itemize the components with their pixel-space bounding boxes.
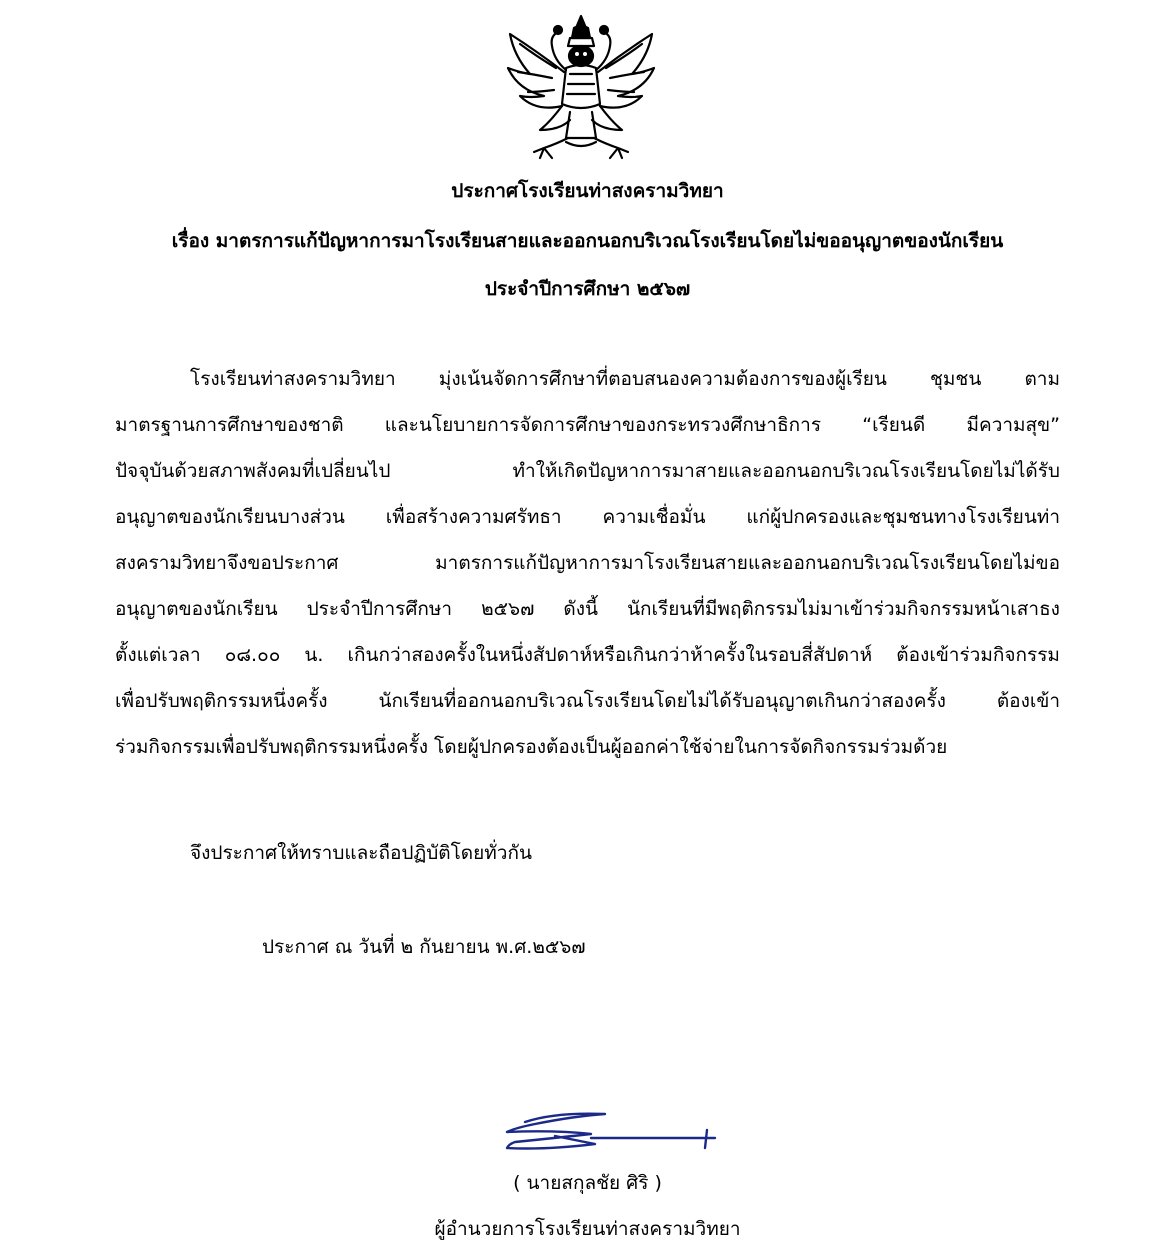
body-word: ตาม (1024, 368, 1060, 390)
body-word: เกินกว่าสองครั้งในหนึ่งสัปดาห์หรือเกินกว่าห้าครั้งในรอบสี่สัปดาห์ (347, 644, 873, 666)
body-word: เพื่อปรับพฤติกรรมหนึ่งครั้ง (115, 690, 328, 712)
body-line (115, 594, 1060, 640)
body-word: ๐๘.๐๐ (224, 644, 281, 666)
body-word: นักเรียนที่ออกนอกบริเวณโรงเรียนโดยไม่ได้รับอนุญาตเกินกว่าสองครั้ง (378, 690, 946, 712)
body-word: และนโยบายการจัดการศึกษาของกระทรวงศึกษาธิการ (384, 414, 822, 436)
body-word: แก่ผู้ปกครองและชุมชนทางโรงเรียนท่า (746, 506, 1060, 528)
announcement-body (115, 364, 1060, 778)
garuda-emblem-icon (500, 12, 662, 162)
body-line-text: ร่วมกิจกรรมเพื่อปรับพฤติกรรมหนึ่งครั้ง โดยผู้ปกครองต้องเป็นผู้ออกค่าใช้จ่ายในการจัดกิจกรรมร่วมด้วย (115, 736, 948, 758)
body-word: มาตรฐานการศึกษาของชาติ (115, 414, 344, 436)
body-word: โรงเรียนท่าสงครามวิทยา (190, 368, 396, 390)
body-word: ตั้งแต่เวลา (115, 644, 201, 666)
announcement-title: ประกาศโรงเรียนท่าสงครามวิทยา (451, 180, 724, 202)
body-word: นักเรียนที่มีพฤติกรรมไม่มาเข้าร่วมกิจกรรมหน้าเสาธง (627, 598, 1060, 620)
announcement-year: ประจำปีการศึกษา ๒๕๖๗ (484, 278, 691, 300)
body-word: อนุญาตของนักเรียนบางส่วน (115, 506, 345, 528)
body-word: มาตรการแก้ปัญหาการมาโรงเรียนสายและออกนอกบริเวณโรงเรียนโดยไม่ขอ (435, 552, 1060, 574)
announcement-date: ประกาศ ณ วันที่ ๒ กันยายน พ.ศ.๒๕๖๗ (262, 936, 586, 958)
body-word: “เรียนดี (862, 414, 926, 436)
body-word: ต้องเข้าร่วมกิจกรรม (896, 644, 1060, 666)
signer-name: ( นายสกุลชัย ศิริ ) (513, 1172, 662, 1194)
body-word: ๒๕๖๗ (481, 598, 535, 620)
body-word: ความเชื่อมั่น (602, 506, 706, 528)
body-word: มุ่งเน้นจัดการศึกษาที่ตอบสนองความต้องการของผู้เรียน (438, 368, 887, 390)
body-word: น. (304, 644, 324, 666)
closing-statement: จึงประกาศให้ทราบและถือปฏิบัติโดยทั่วกัน (190, 842, 532, 864)
body-word: ดังนี้ (563, 598, 599, 620)
body-word: สงครามวิทยาจึงขอประกาศ (115, 552, 339, 574)
body-word: มีความสุข” (966, 414, 1060, 436)
body-line (115, 456, 1060, 502)
body-word: ต้องเข้า (996, 690, 1060, 712)
body-word: ชุมชน (930, 368, 982, 390)
body-line (115, 732, 1060, 778)
body-word: อนุญาตของนักเรียน (115, 598, 278, 620)
body-line (115, 686, 1060, 732)
announcement-subject: เรื่อง มาตรการแก้ปัญหาการมาโรงเรียนสายและออกนอกบริเวณโรงเรียนโดยไม่ขออนุญาตของนักเรียน (171, 230, 1004, 252)
body-line (115, 410, 1060, 456)
body-word: ปัจจุบันด้วยสภาพสังคมที่เปลี่ยนไป (115, 460, 391, 482)
signer-title: ผู้อำนวยการโรงเรียนท่าสงครามวิทยา (434, 1218, 741, 1240)
body-line (115, 364, 1060, 410)
body-word: ประจำปีการศึกษา (306, 598, 453, 620)
body-line (115, 640, 1060, 686)
body-line (115, 548, 1060, 594)
body-line (115, 502, 1060, 548)
body-word: เพื่อสร้างความศรัทธา (385, 506, 562, 528)
handwritten-signature-icon (495, 1108, 725, 1158)
body-word: ทำให้เกิดปัญหาการมาสายและออกนอกบริเวณโรงเรียนโดยไม่ได้รับ (512, 460, 1060, 482)
